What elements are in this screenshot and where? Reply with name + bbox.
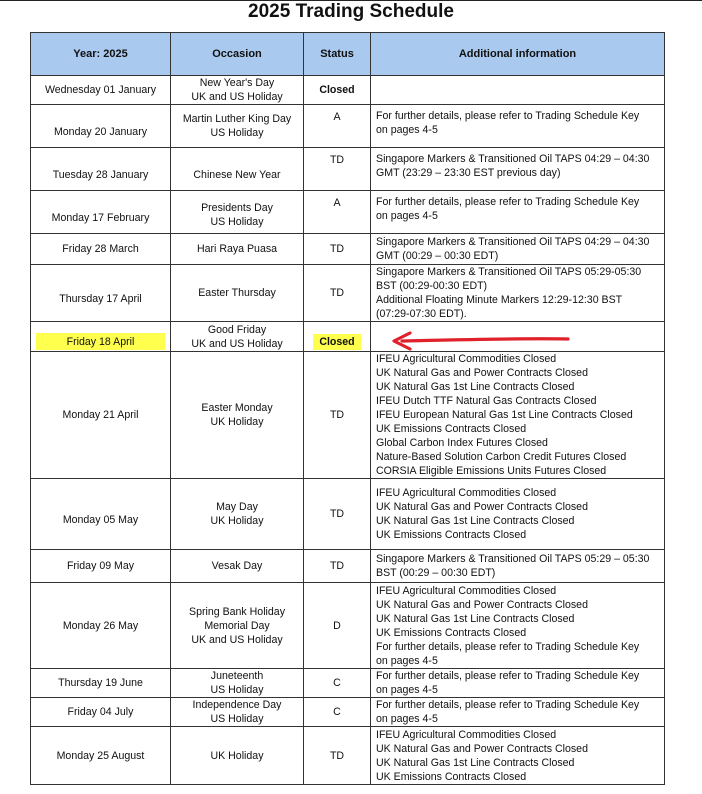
table-row [31,669,665,698]
info-line: IFEU Dutch TTF Natural Gas Contracts Closed [376,395,597,407]
row-date: Monday 17 February [31,191,171,234]
occasion-line: UK Holiday [210,749,264,762]
row-status: C [304,669,371,698]
table-row [31,479,665,550]
row-date: Thursday 17 April [31,265,171,322]
info-line: UK Emissions Contracts Closed [376,626,527,639]
info-line: Singapore Markers & Transitioned Oil TAPS 04:29 – 04:30 [376,236,650,248]
row-occasion [171,265,304,322]
header-info: Additional information [371,33,665,76]
row-status: A [304,191,371,234]
row-status: A [304,105,371,148]
row-info [371,148,665,191]
row-info [371,234,665,265]
row-info [371,583,665,669]
info-line: BST (00:29-00:30 EDT) [376,280,488,292]
info-line: IFEU Agricultural Commodities Closed [376,353,557,365]
header-date: Year: 2025 [31,33,171,76]
row-occasion [171,234,304,265]
row-occasion [171,669,304,698]
row-date: Monday 20 January [31,105,171,148]
row-info [371,76,665,105]
info-line: For further details, please refer to Trading Schedule Key [376,670,640,682]
info-line: Singapore Markers & Transitioned Oil TAPS 05:29 – 05:30 [376,553,650,565]
row-date [31,322,171,352]
info-line: on pages 4-5 [376,713,438,725]
table-header-row [31,33,665,76]
row-status: TD [304,727,371,785]
table-row [31,234,665,265]
occasion-line: Easter Monday [201,402,273,414]
info-line: UK Natural Gas and Power Contracts Closed [376,367,588,379]
info-line: Singapore Markers & Transitioned Oil TAPS 04:29 – 04:30 [376,153,650,165]
info-line: GMT (23:29 – 23:30 EST previous day) [376,167,561,179]
row-status: TD [304,234,371,265]
row-info [371,191,665,234]
occasion-line: New Year's Day [199,77,275,89]
info-line: IFEU Agricultural Commodities Closed [376,728,557,741]
info-line: CORSIA Eligible Emissions Units Futures Closed [376,465,607,477]
row-date: Thursday 19 June [31,669,171,698]
info-line: Singapore Markers & Transitioned Oil TAPS 05:29-05:30 [376,266,642,278]
row-date: Monday 25 August [31,727,171,785]
row-date: Tuesday 28 January [31,148,171,191]
info-line: For further details, please refer to Trading Schedule Key [376,196,640,208]
info-line: (07:29-07:30 EDT). [376,308,467,320]
occasion-line: Memorial Day [204,619,270,632]
header-occasion: Occasion [171,33,304,76]
table-row [31,352,665,479]
info-line: For further details, please refer to Trading Schedule Key [376,640,640,653]
info-line: on pages 4-5 [376,210,438,222]
row-date: Monday 26 May [31,583,171,669]
trading-schedule-table [30,32,665,785]
row-occasion [171,105,304,148]
info-line: UK Natural Gas 1st Line Contracts Closed [376,612,575,625]
highlighted-date: Friday 18 April [36,333,165,350]
occasion-line: US Holiday [210,684,264,696]
occasion-line: UK Holiday [210,515,264,527]
row-date: Monday 05 May [31,479,171,550]
occasion-line: Easter Thursday [198,287,276,299]
row-info [371,352,665,479]
info-line: UK Emissions Contracts Closed [376,770,527,783]
row-occasion [171,727,304,785]
info-line: For further details, please refer to Trading Schedule Key [376,110,640,122]
info-line: Additional Floating Minute Markers 12:29-12:30 BST [376,294,623,306]
row-occasion [171,76,304,105]
occasion-line: Good Friday [207,323,267,336]
row-occasion [171,479,304,550]
info-line: UK Emissions Contracts Closed [376,423,527,435]
row-occasion [171,550,304,583]
row-date: Friday 04 July [31,698,171,727]
row-date: Friday 09 May [31,550,171,583]
row-info [371,669,665,698]
row-occasion [171,583,304,669]
info-line: IFEU European Natural Gas 1st Line Contracts Closed [376,409,633,421]
info-line: BST (00:29 – 00:30 EDT) [376,567,496,579]
occasion-line: US Holiday [210,127,264,139]
row-status: C [304,698,371,727]
table-row [31,76,665,105]
row-occasion [171,322,304,352]
info-line: Global Carbon Index Futures Closed [376,437,548,449]
row-info [371,550,665,583]
occasion-line: Juneteenth [210,670,264,682]
occasion-line: Spring Bank Holiday [189,605,285,618]
row-occasion [171,148,304,191]
row-info [371,105,665,148]
occasion-line: US Holiday [210,216,264,228]
row-status: TD [304,550,371,583]
row-date: Wednesday 01 January [31,76,171,105]
occasion-line: Martin Luther King Day [182,113,292,125]
occasion-line: May Day [216,501,258,513]
row-status: TD [304,352,371,479]
row-info [371,265,665,322]
row-occasion [171,191,304,234]
info-line: Nature-Based Solution Carbon Credit Futures Closed [376,451,627,463]
table-row [31,191,665,234]
info-line: IFEU Agricultural Commodities Closed [376,584,557,597]
info-line: UK Natural Gas and Power Contracts Closed [376,598,588,611]
occasion-line: Hari Raya Puasa [196,243,278,255]
highlighted-status: Closed [313,334,360,350]
info-line: UK Natural Gas and Power Contracts Closed [376,501,588,513]
row-status: Closed [304,76,371,105]
occasion-line: Vesak Day [211,560,263,572]
row-info [371,727,665,785]
page-title: 2025 Trading Schedule [248,1,454,22]
info-line: For further details, please refer to Trading Schedule Key [376,699,640,711]
info-line: on pages 4-5 [376,684,438,696]
row-date: Friday 28 March [31,234,171,265]
info-line: GMT (00:29 – 00:30 EDT) [376,250,499,262]
info-line: on pages 4-5 [376,124,438,136]
table-row [31,265,665,322]
table-row [31,148,665,191]
table-row [31,105,665,148]
row-info [371,698,665,727]
info-line: UK Emissions Contracts Closed [376,529,527,541]
row-status: TD [304,479,371,550]
occasion-line: Independence Day [192,699,282,711]
occasion-line: UK Holiday [210,416,264,428]
occasion-line: UK and US Holiday [191,91,283,103]
table-row [31,727,665,785]
row-info [371,479,665,550]
occasion-line: UK and US Holiday [191,633,283,646]
row-occasion [171,352,304,479]
occasion-line: Presidents Day [201,202,273,214]
info-line: IFEU Agricultural Commodities Closed [376,487,557,499]
occasion-line: US Holiday [210,713,264,725]
row-occasion [171,698,304,727]
row-status: TD [304,265,371,322]
info-line: on pages 4-5 [376,654,438,667]
table-row [31,698,665,727]
row-status: TD [304,148,371,191]
info-line: UK Natural Gas 1st Line Contracts Closed [376,515,575,527]
header-status: Status [304,33,371,76]
row-status: D [304,583,371,669]
info-line: UK Natural Gas 1st Line Contracts Closed [376,756,575,769]
info-line: UK Natural Gas and Power Contracts Closed [376,742,588,755]
row-date: Monday 21 April [31,352,171,479]
info-line: UK Natural Gas 1st Line Contracts Closed [376,381,575,393]
table-row [31,583,665,669]
row-status [304,322,371,352]
occasion-line: UK and US Holiday [191,337,283,350]
left-arrow-icon [388,330,572,352]
table-row [31,550,665,583]
occasion-line: Chinese New Year [193,169,281,181]
